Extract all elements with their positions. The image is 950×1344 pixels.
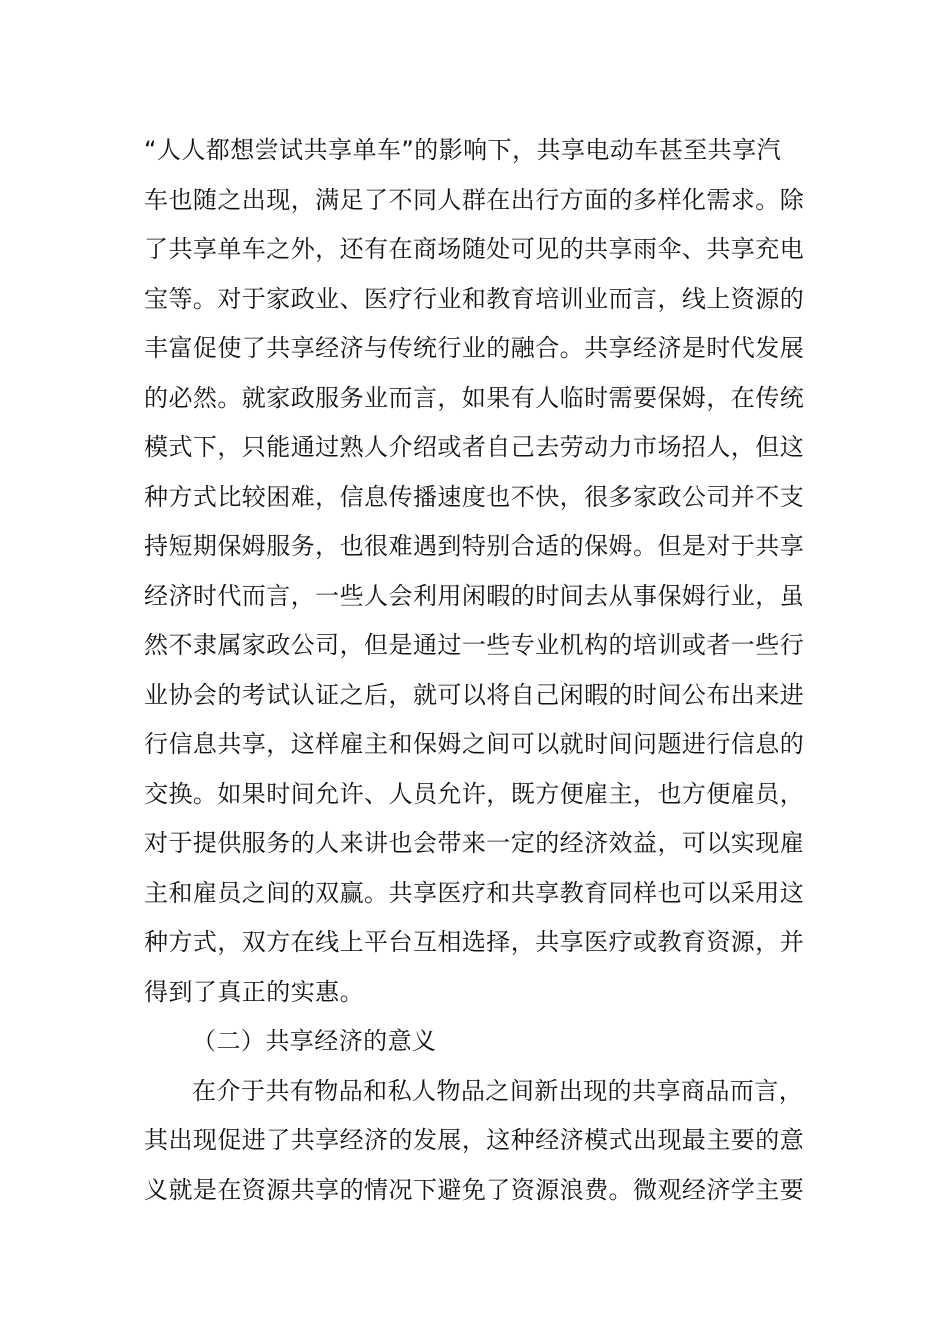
paragraph-line-18: 得到了真正的实惠。 bbox=[144, 977, 365, 1006]
section-heading: （二）共享经济的意义 bbox=[192, 1027, 437, 1055]
paragraph-line-21: 其出现促进了共享经济的发展，这种经济模式出现最主要的意 bbox=[144, 1126, 805, 1154]
paragraph-line-17: 种方式，双方在线上平台互相选择，共享医疗或教育资源，并 bbox=[144, 928, 805, 956]
paragraph-line-6: 的必然。就家政服务业而言，如果有人临时需要保姆，在传统 bbox=[144, 383, 805, 412]
paragraph-line-20: 在介于共有物品和私人物品之间新出现的共享商品而言， bbox=[192, 1076, 804, 1105]
paragraph-line-16: 主和雇员之间的双赢。共享医疗和共享教育同样也可以采用这 bbox=[144, 878, 805, 907]
paragraph-line-12: 业协会的考试认证之后，就可以将自己闲暇的时间公布出来进 bbox=[144, 680, 805, 709]
paragraph-line-7: 模式下，只能通过熟人介绍或者自己去劳动力市场招人，但这 bbox=[144, 433, 805, 461]
paragraph-line-22: 义就是在资源共享的情况下避免了资源浪费。微观经济学主要 bbox=[144, 1175, 805, 1204]
paragraph-line-15: 对于提供服务的人来讲也会带来一定的经济效益，可以实现雇 bbox=[144, 829, 805, 857]
paragraph-line-5: 丰富促使了共享经济与传统行业的融合。共享经济是时代发展 bbox=[144, 334, 805, 362]
document-body bbox=[144, 126, 808, 1215]
paragraph-line-4: 宝等。对于家政业、医疗行业和教育培训业而言，线上资源的 bbox=[144, 284, 805, 313]
paragraph-line-9: 持短期保姆服务，也很难遇到特别合适的保姆。但是对于共享 bbox=[144, 532, 805, 560]
paragraph-line-13: 行信息共享，这样雇主和保姆之间可以就时间问题进行信息的 bbox=[144, 730, 805, 758]
paragraph-line-11: 然不隶属家政公司，但是通过一些专业机构的培训或者一些行 bbox=[144, 631, 805, 659]
paragraph-line-14: 交换。如果时间允许、人员允许，既方便雇主，也方便雇员， bbox=[144, 779, 805, 808]
paragraph-line-10: 经济时代而言，一些人会利用闲暇的时间去从事保姆行业，虽 bbox=[144, 581, 805, 610]
paragraph-line-8: 种方式比较困难，信息传播速度也不快，很多家政公司并不支 bbox=[144, 482, 805, 511]
paragraph-line-3: 了共享单车之外，还有在商场随处可见的共享雨伞、共享充电 bbox=[144, 235, 805, 263]
paragraph-line-1: “人人都想尝试共享单车”的影响下，共享电动车甚至共享汽 bbox=[144, 136, 782, 164]
paragraph-line-2: 车也随之出现，满足了不同人群在出行方面的多样化需求。除 bbox=[144, 185, 805, 214]
